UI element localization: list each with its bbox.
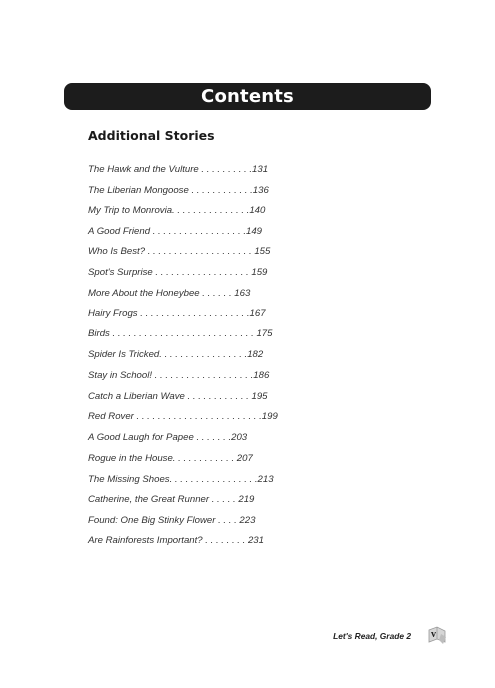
toc-entry: Hairy Frogs . . . . . . . . . . . . . . . . . . . . .167 bbox=[88, 308, 266, 319]
toc-entry: Spot's Surprise . . . . . . . . . . . . . . . . . . 159 bbox=[88, 267, 268, 278]
toc-entry: Stay in School! . . . . . . . . . . . . . . . . . . .186 bbox=[88, 370, 270, 381]
book-mark-icon bbox=[426, 625, 448, 645]
toc-entry: A Good Friend . . . . . . . . . . . . . . . . . .149 bbox=[88, 226, 262, 237]
toc-entry: Catch a Liberian Wave . . . . . . . . . . . . 195 bbox=[88, 391, 268, 402]
footer-book-title: Let's Read, Grade 2 bbox=[333, 631, 411, 641]
toc-entry: A Good Laugh for Papee . . . . . . .203 bbox=[88, 432, 248, 443]
toc-entry: Are Rainforests Important? . . . . . . . . 231 bbox=[88, 535, 264, 546]
toc-entry: Rogue in the House. . . . . . . . . . . . 207 bbox=[88, 453, 253, 464]
toc-entry: Catherine, the Great Runner . . . . . 219 bbox=[88, 494, 255, 505]
toc-entry: The Missing Shoes. . . . . . . . . . . . . . . . .213 bbox=[88, 474, 274, 485]
contents-banner bbox=[64, 83, 431, 110]
toc-entry: Spider Is Tricked. . . . . . . . . . . . . . . . .182 bbox=[88, 349, 264, 360]
toc-entry: More About the Honeybee . . . . . . 163 bbox=[88, 288, 251, 299]
toc-entry: The Hawk and the Vulture . . . . . . . . . .131 bbox=[88, 164, 269, 175]
page-number: v bbox=[431, 629, 436, 640]
section-title: Additional Stories bbox=[88, 128, 215, 143]
toc-entry: Found: One Big Stinky Flower . . . . 223 bbox=[88, 515, 256, 526]
toc-entry: My Trip to Monrovia. . . . . . . . . . . . . . .140 bbox=[88, 205, 266, 216]
toc-entry: Who Is Best? . . . . . . . . . . . . . . . . . . . . 155 bbox=[88, 246, 271, 257]
page-title: Contents bbox=[201, 86, 294, 107]
toc-entry: Red Rover . . . . . . . . . . . . . . . . . . . . . . . .199 bbox=[88, 411, 278, 422]
toc-entry: Birds . . . . . . . . . . . . . . . . . . . . . . . . . . . 175 bbox=[88, 328, 273, 339]
toc-entry: The Liberian Mongoose . . . . . . . . . . . .136 bbox=[88, 185, 269, 196]
